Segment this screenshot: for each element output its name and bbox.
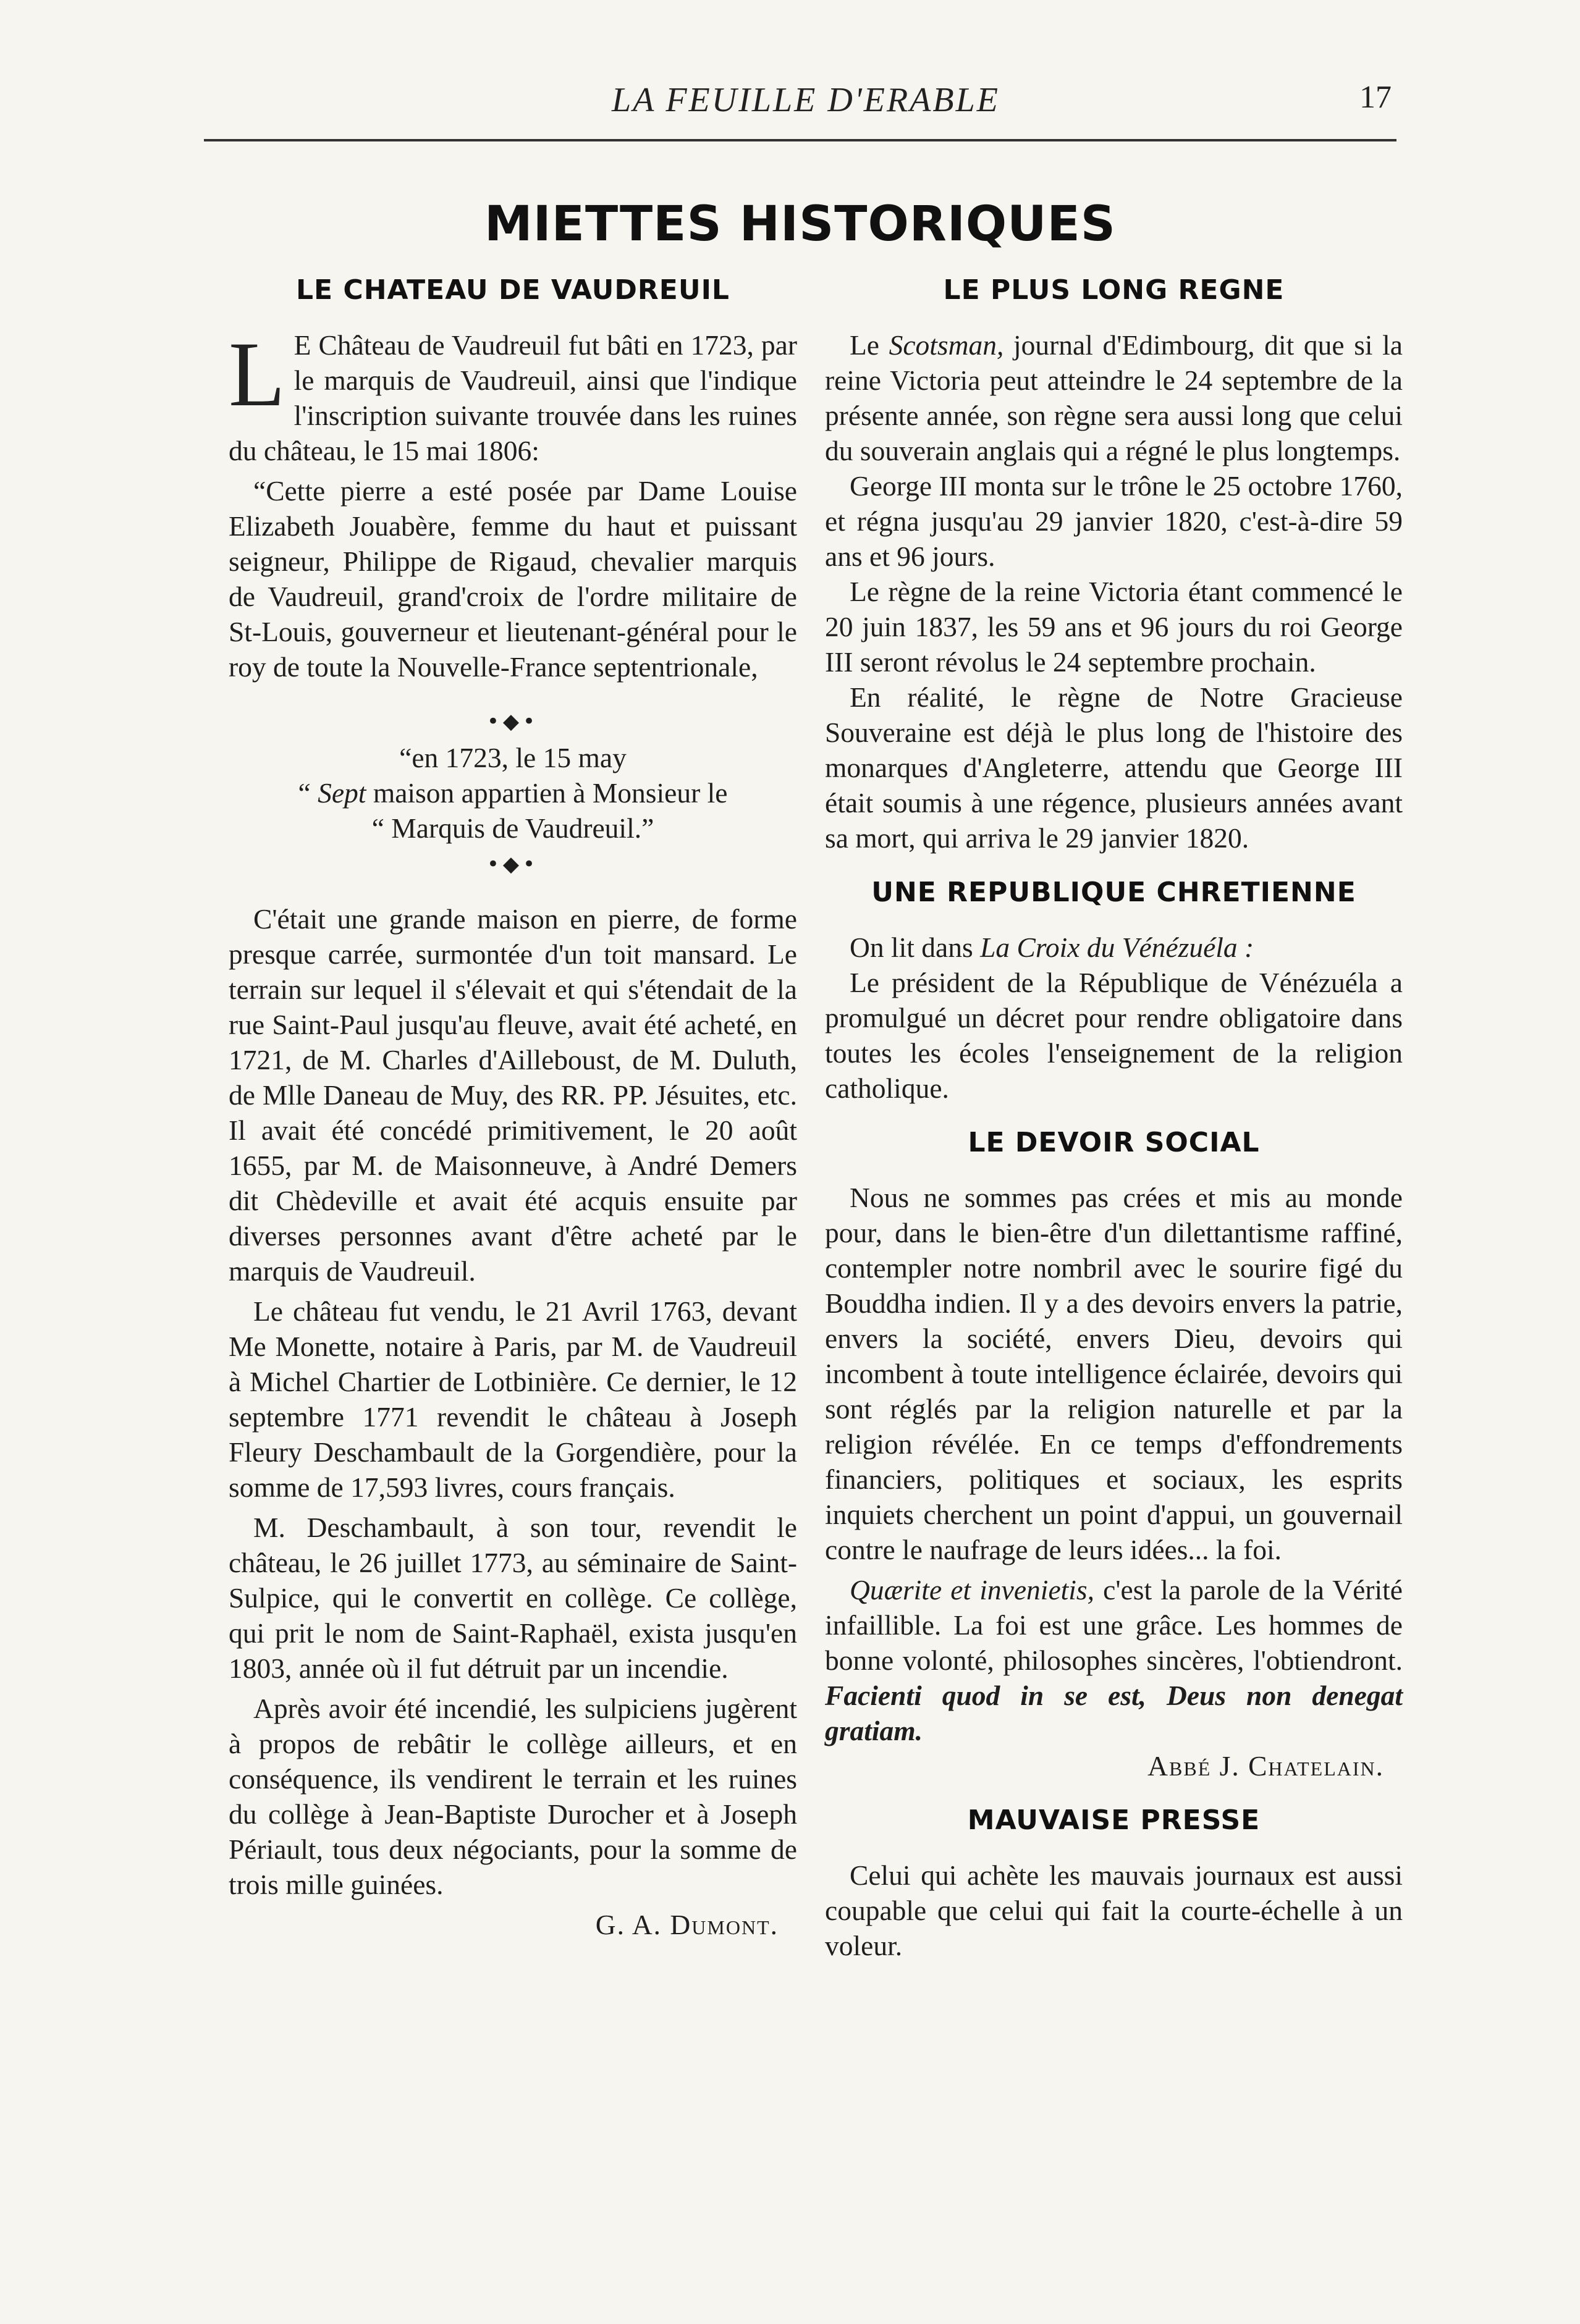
heading-chateau-vaudreuil: LE CHATEAU DE VAUDREUIL — [296, 274, 730, 306]
ornament-divider: •◆• — [486, 709, 539, 734]
heading-devoir-social: LE DEVOIR SOCIAL — [968, 1127, 1260, 1158]
article-paragraph: Le président de la République de Vénézuéla a promulgué un décret pour rendre obligatoire dans toutes les écoles l'enseignement de la religion catholique. — [825, 967, 1403, 1104]
heading-mauvaise-presse: MAUVAISE PRESSE — [967, 1804, 1261, 1836]
article-paragraph: L E Château de Vaudreuil fut bâti en 1723, par le marquis de Vaudreuil, ainsi que l'indique l'inscription suivante trouvée dans les ruines du château, le 15 mai 1806: — [229, 323, 797, 466]
article-paragraph: C'était une grande maison en pierre, de forme presque carrée, surmontée d'un toit mansard. Le terrain sur lequel il s'élevait et qui s'étendait de la rue Saint-Paul jusqu'au fleuve, avait été acheté, en 1721, de M. Charles d'Ailleboust, de M. Duluth, de Mlle Daneau de Muy, des RR. PP. Jésuites, etc. Il avait été concédé primitivement, le 20 août 1655, par M. de Maisonneuve, à André Demers dit Chèdeville et avait été acquis ensuite par diverses personnes avant d'être acheté par le marquis de Vaudreuil. — [229, 903, 797, 1287]
drop-cap: L — [229, 323, 285, 426]
article-paragraph: Après avoir été incendié, les sulpiciens jugèrent à propos de rebâtir le collège ailleurs, et en conséquence, ils vendirent le terrain et les ruines du collège à Jean-Baptiste Durocher et à Joseph Périault, tous deux négociants, pour la somme de trois mille guinées. — [229, 1693, 797, 1900]
inscription-line: “ Marquis de Vaudreuil.” — [371, 812, 654, 844]
inscription-line: “ Sept maison appartien à Monsieur le — [298, 777, 728, 809]
article-paragraph: En réalité, le règne de Notre Gracieuse Souveraine est déjà le plus long de l'histoire des monarques d'Angleterre, attendu que George III était soumis à une régence, plusieurs années avant sa mort, qui arriva le 29 janvier 1820. — [825, 681, 1403, 854]
article-paragraph: Celui qui achète les mauvais journaux est aussi coupable que celui qui fait la courte-échelle à un voleur. — [825, 1859, 1403, 1961]
article-paragraph: Quærite et invenietis, c'est la parole de la Vérité infaillible. La foi est une grâce. Les hommes de bonne volonté, philosophes sincères, l'obtiendront. Facienti quod in se est, Deus non denegat gratiam. — [825, 1574, 1403, 1746]
author-signature: Abbé J. Chatelain. — [1147, 1750, 1384, 1782]
article-paragraph: On lit dans La Croix du Vénézuéla : — [850, 932, 1254, 963]
heading-plus-long-regne: LE PLUS LONG REGNE — [943, 274, 1285, 306]
article-paragraph: Le règne de la reine Victoria étant commencé le 20 juin 1837, les 59 ans et 96 jours du roi George III seront révolus le 24 septembre prochain. — [825, 576, 1403, 678]
page-title: MIETTES HISTORIQUES — [484, 196, 1116, 252]
ornament-divider: •◆• — [486, 852, 539, 877]
article-paragraph: M. Deschambault, à son tour, revendit le château, le 26 juillet 1773, au séminaire de Saint-Sulpice, qui le convertit en collège. Ce collège, qui prit le nom de Saint-Raphaël, exista jusqu'en 1803, année où il fut détruit par un incendie. — [229, 1512, 797, 1684]
header-rule — [204, 139, 1396, 141]
inscription-line: “en 1723, le 15 may — [399, 742, 627, 773]
author-signature: G. A. Dumont. — [595, 1909, 779, 1940]
article-paragraph: Le château fut vendu, le 21 Avril 1763, devant Me Monette, notaire à Paris, par M. de Vaudreuil à Michel Chartier de Lotbinière. Ce dernier, le 12 septembre 1771 revendit le château à Joseph Fleury Deschambault de la Gorgendière, pour la somme de 17,593 livres, cours français. — [229, 1295, 797, 1503]
running-title: LA FEUILLE D'ERABLE — [612, 81, 1000, 119]
article-paragraph: George III monta sur le trône le 25 octobre 1760, et régna jusqu'au 29 janvier 1820, c'est-à-dire 59 ans et 96 jours. — [825, 470, 1403, 572]
inscription-paragraph: “Cette pierre a esté posée par Dame Louise Elizabeth Jouabère, femme du haut et puissant seigneur, Philippe de Rigaud, chevalier marquis de Vaudreuil, grand'croix de l'ordre militaire de St-Louis, gouverneur et lieutenant-général pour le roy de toute la Nouvelle-France septentrionale, — [229, 475, 797, 683]
article-paragraph: Nous ne sommes pas crées et mis au monde pour, dans le bien-être d'un dilettantisme raffiné, contempler notre nombril avec le sourire figé du Bouddha indien. Il y a des devoirs envers la patrie, envers la société, envers Dieu, devoirs qui incombent à toute intelligence éclairée, devoirs qui sont réglés par la religion naturelle et par la religion révélée. En ce temps d'effondrements financiers, politiques et sociaux, les esprits inquiets cherchent un point d'appui, un gouvernail contre le naufrage de leurs idées... la foi. — [825, 1182, 1403, 1565]
article-paragraph: Le Scotsman, journal d'Edimbourg, dit que si la reine Victoria peut atteindre le 24 septembre de la présente année, son règne sera aussi long que celui du souverain anglais qui a régné le plus longtemps. — [825, 329, 1403, 466]
right-column — [825, 272, 1403, 1963]
heading-republique-chretienne: UNE REPUBLIQUE CHRETIENNE — [871, 877, 1356, 908]
left-column — [229, 272, 797, 1942]
page-number: 17 — [1359, 80, 1392, 115]
